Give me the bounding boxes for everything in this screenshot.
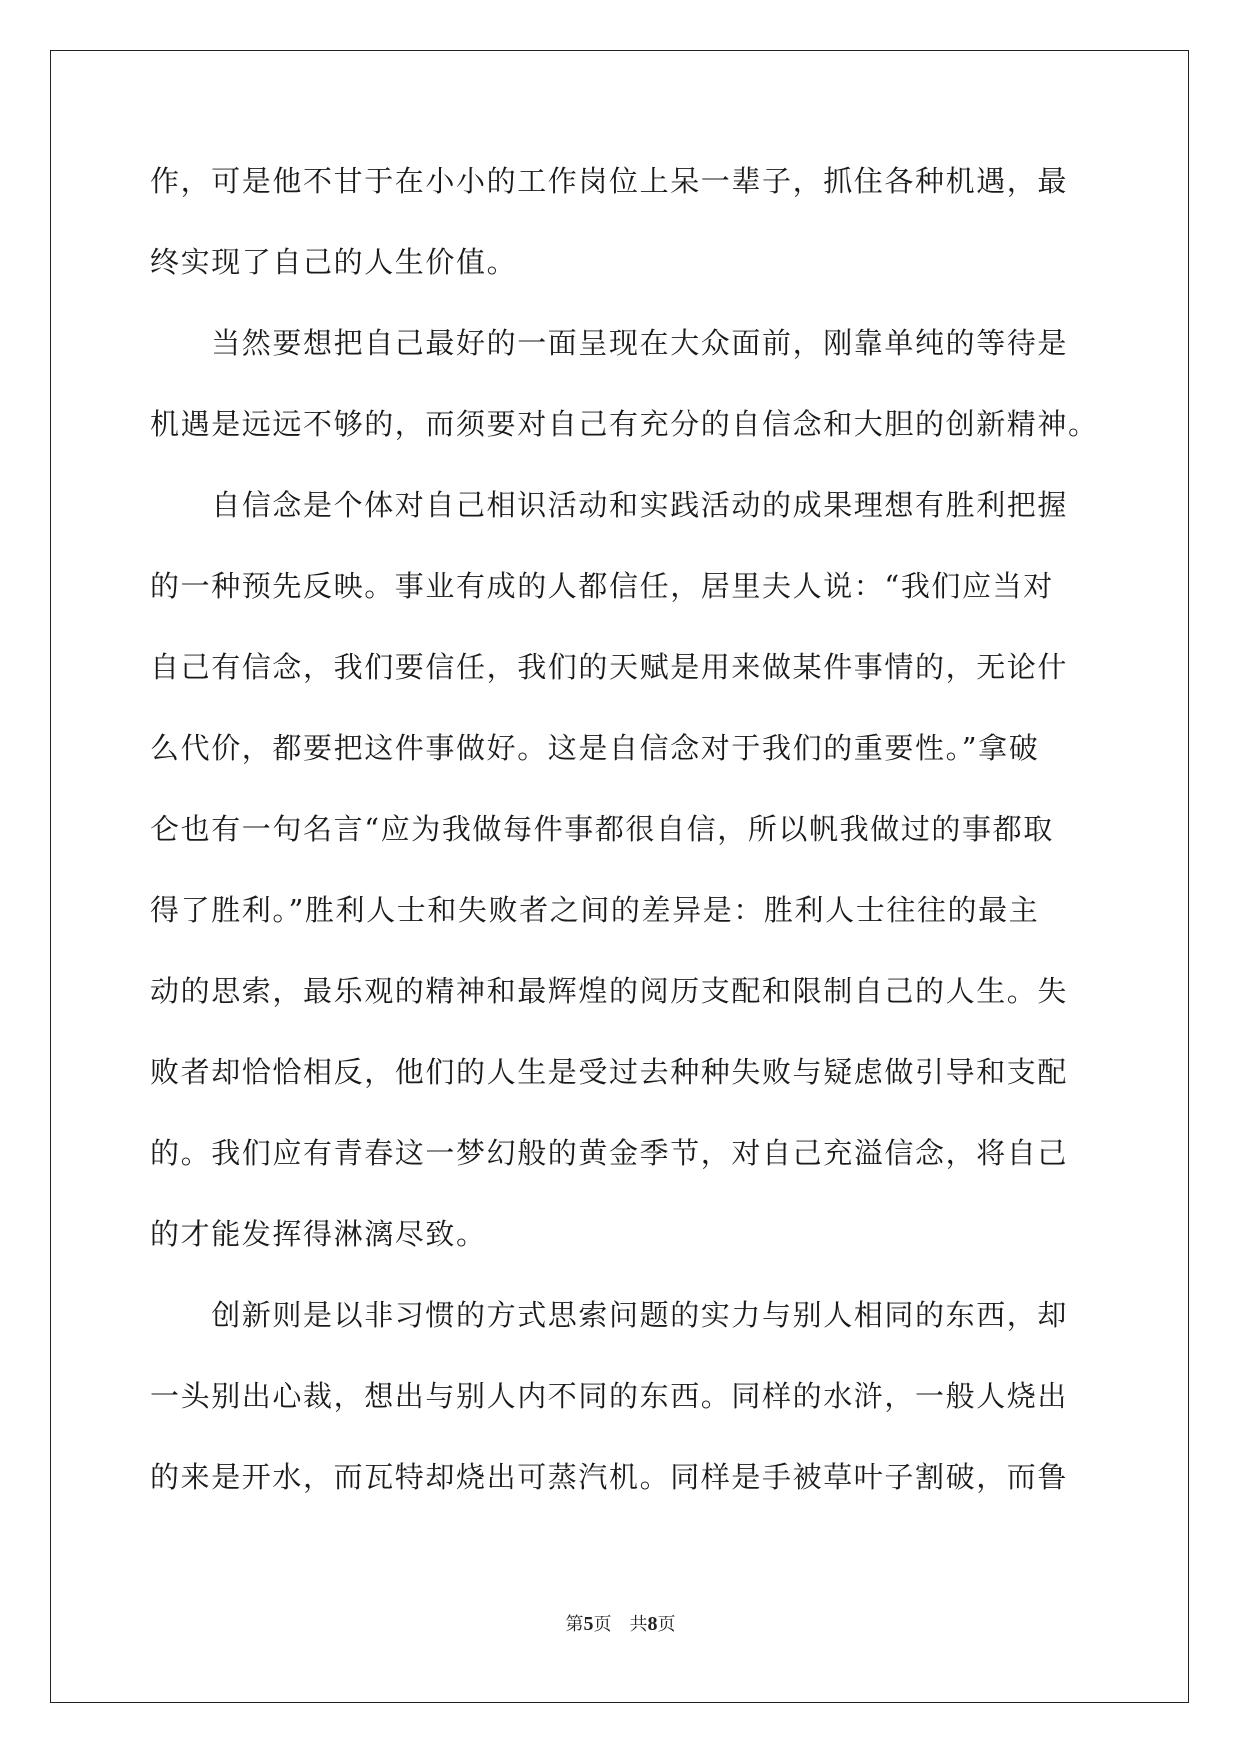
text-line: 得了胜利。”胜利人士和失败者之间的差异是：胜利人士往往的最主 — [150, 893, 1040, 927]
total-page-number: 8 — [647, 1613, 658, 1635]
text-line: 自己有信念，我们要信任，我们的天赋是用来做某件事情的，无论什 — [150, 650, 1069, 684]
text-line: 动的思索，最乐观的精神和最辉煌的阅历支配和限制自己的人生。失 — [150, 974, 1069, 1008]
text-line: 自信念是个体对自己相识活动和实践活动的成果理想有胜利把握 — [150, 488, 1069, 522]
page-label-suffix: 页 — [593, 1614, 612, 1635]
text-line: 么代价，都要把这件事做好。这是自信念对于我们的重要性。”拿破 — [150, 731, 1040, 765]
page-label-prefix: 第 — [565, 1614, 584, 1635]
text-line: 终实现了自己的人生价值。 — [150, 245, 518, 279]
text-line: 创新则是以非习惯的方式思索问题的实力与别人相同的东西，却 — [150, 1298, 1069, 1332]
text-line: 一头别出心裁，想出与别人内不同的东西。同样的水浒，一般人烧出 — [150, 1379, 1069, 1413]
text-line: 的一种预先反映。事业有成的人都信任，居里夫人说：“我们应当对 — [150, 569, 1054, 603]
text-line: 作，可是他不甘于在小小的工作岗位上呆一辈子，抓住各种机遇，最 — [150, 164, 1069, 198]
current-page-number: 5 — [583, 1613, 594, 1635]
text-line: 仑也有一句名言“应为我做每件事都很自信，所以帆我做过的事都取 — [150, 812, 1054, 846]
text-line: 的。我们应有青春这一梦幻般的黄金季节，对自己充溢信念，将自己 — [150, 1136, 1069, 1170]
text-line: 机遇是远远不够的，而须要对自己有充分的自信念和大胆的创新精神。 — [150, 407, 1099, 441]
text-line: 当然要想把自己最好的一面呈现在大众面前，刚靠单纯的等待是 — [150, 326, 1069, 360]
text-line: 的来是开水，而瓦特却烧出可蒸汽机。同样是手被草叶子割破，而鲁 — [150, 1460, 1069, 1494]
document-body — [150, 164, 1099, 1541]
total-label-suffix: 页 — [657, 1614, 676, 1635]
text-line: 的才能发挥得淋漓尽致。 — [150, 1217, 487, 1251]
total-label-prefix: 共 — [629, 1614, 648, 1635]
page-footer — [0, 1610, 1241, 1636]
text-line: 败者却恰恰相反，他们的人生是受过去种种失败与疑虑做引导和支配 — [150, 1055, 1069, 1089]
